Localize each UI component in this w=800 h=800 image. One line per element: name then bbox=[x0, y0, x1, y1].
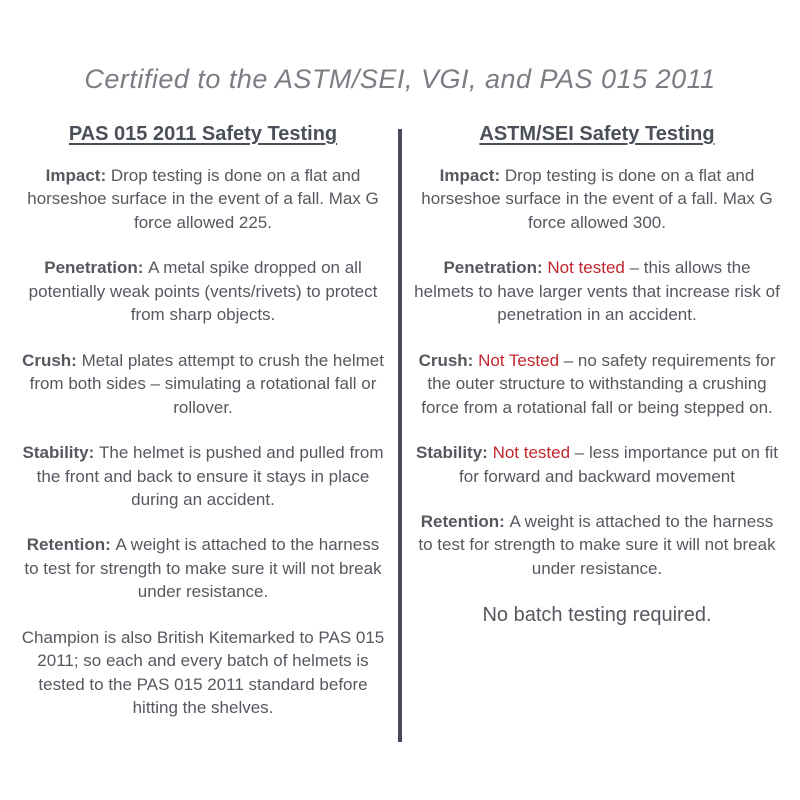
section-paragraph: Retention: A weight is attached to the harness to test for strength to make sure it will not break under resistance. bbox=[24, 535, 382, 602]
section-label: Retention: bbox=[26, 535, 116, 555]
section-paragraph: Champion is also British Kitemarked to PAS 015 2011; so each and every batch of helmets is tested to the PAS 015 2011 standard before hitting the shelves. bbox=[21, 627, 385, 718]
section-label: Impact: bbox=[45, 166, 111, 185]
section-paragraph: Impact: Drop testing is done on a flat and horseshoe surface in the event of a fall. Max G force allowed 300. bbox=[421, 166, 773, 232]
section-paragraph: Stability: The helmet is pushed and pulled from the front and back to ensure it stays in place during an accident. bbox=[22, 443, 384, 509]
not-tested-highlight: Not tested bbox=[547, 258, 630, 278]
pas-015-column bbox=[8, 123, 398, 742]
astm-column-heading: ASTM/SEI Safety Testing bbox=[479, 123, 715, 145]
astm-sei-column bbox=[402, 123, 792, 742]
pas-column-heading: PAS 015 2011 Safety Testing bbox=[68, 123, 338, 145]
not-tested-highlight: Not tested bbox=[492, 443, 575, 463]
section-label: Retention: bbox=[420, 511, 510, 531]
comparison-columns bbox=[0, 123, 800, 742]
section-label: Impact: bbox=[439, 166, 505, 185]
page-title: Certified to the ASTM/SEI, VGI, and PAS 015 2011 bbox=[84, 64, 716, 94]
section-paragraph: Penetration: A metal spike dropped on all potentially weak points (vents/rivets) to protect from sharp objects. bbox=[28, 258, 378, 325]
section-label: Crush: bbox=[22, 350, 82, 370]
section-label: Stability: bbox=[22, 443, 100, 463]
section-label: Penetration: bbox=[44, 258, 149, 278]
section-paragraph: Crush: Not Tested – no safety requirements for the outer structure to withstanding a crushing force from a rotational fall or being stepped on. bbox=[418, 350, 776, 417]
section-paragraph: Penetration: Not tested – this allows the helmets to have larger vents that increase risk of penetration in an accident. bbox=[414, 258, 780, 325]
section-paragraph: Crush: Metal plates attempt to crush the helmet from both sides – simulating a rotational fall or rollover. bbox=[22, 350, 384, 417]
section-label: Stability: bbox=[416, 443, 493, 463]
astm-column-sections bbox=[414, 164, 780, 580]
pas-column-sections bbox=[20, 164, 386, 720]
section-paragraph: Stability: Not tested – less importance put on fit for forward and backward movement bbox=[416, 443, 778, 486]
section-label: Crush: bbox=[418, 350, 479, 370]
section-paragraph: Retention: A weight is attached to the harness to test for strength to make sure it will not break under resistance. bbox=[418, 511, 776, 578]
section-label: Penetration: bbox=[443, 258, 548, 278]
no-batch-testing-note: No batch testing required. bbox=[482, 604, 712, 627]
section-paragraph: Impact: Drop testing is done on a flat and horseshoe surface in the event of a fall. Max G force allowed 225. bbox=[27, 166, 379, 232]
not-tested-highlight: Not Tested bbox=[478, 350, 564, 370]
